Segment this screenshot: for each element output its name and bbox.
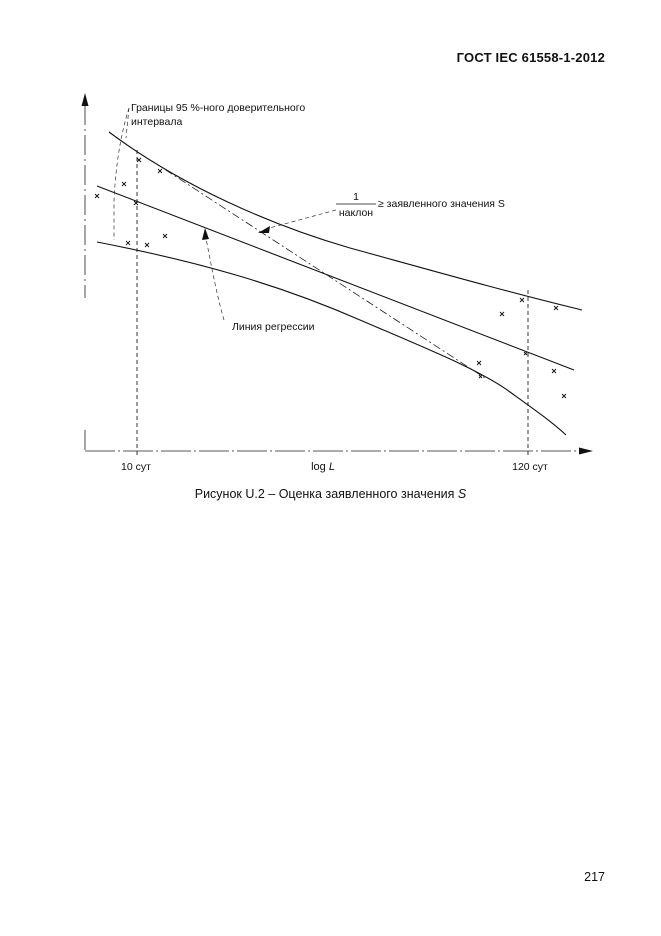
x-axis-title: log L [311,461,335,473]
slope-line [152,161,485,378]
upper-confidence-bound [109,132,582,310]
lower-confidence-bound [97,242,566,435]
figure-caption: Рисунок U.2 – Оценка заявленного значения S [194,487,467,501]
slope-leader [262,210,336,230]
regression-leader-arrowhead [202,228,209,240]
data-point [163,234,167,238]
slope-condition: ≥ заявленного значения S [378,198,505,210]
data-point [145,243,149,247]
regression-leader [206,238,224,320]
slope-leader-arrowhead [258,226,270,233]
data-point [562,394,566,398]
regression-line [97,186,574,370]
data-point [95,194,99,198]
tick-label-120-days: 120 сут [512,461,548,473]
confidence-label-line2: интервала [131,116,183,128]
data-point [477,361,481,365]
y-axis-arrow [82,93,89,106]
data-point [524,352,527,355]
x-axis-arrow [579,448,593,455]
page-number: 217 [584,870,605,884]
data-point [520,298,524,302]
document-header: ГОСТ IEC 61558-1-2012 [456,50,605,65]
data-point [122,182,126,186]
confidence-leader [114,108,129,240]
tick-label-10-days: 10 сут [121,461,151,473]
data-point [137,158,141,162]
slope-denominator: наклон [338,207,374,219]
data-point [479,375,482,378]
slope-numerator: 1 [353,191,359,203]
data-point [554,306,558,310]
confidence-leader-2 [126,108,129,138]
data-point [158,169,162,173]
regression-label: Линия регрессии [232,321,315,333]
data-point [126,241,130,245]
data-point [500,312,504,316]
confidence-label-line1: Границы 95 %-ного доверительного [131,102,306,114]
data-point [552,369,556,373]
